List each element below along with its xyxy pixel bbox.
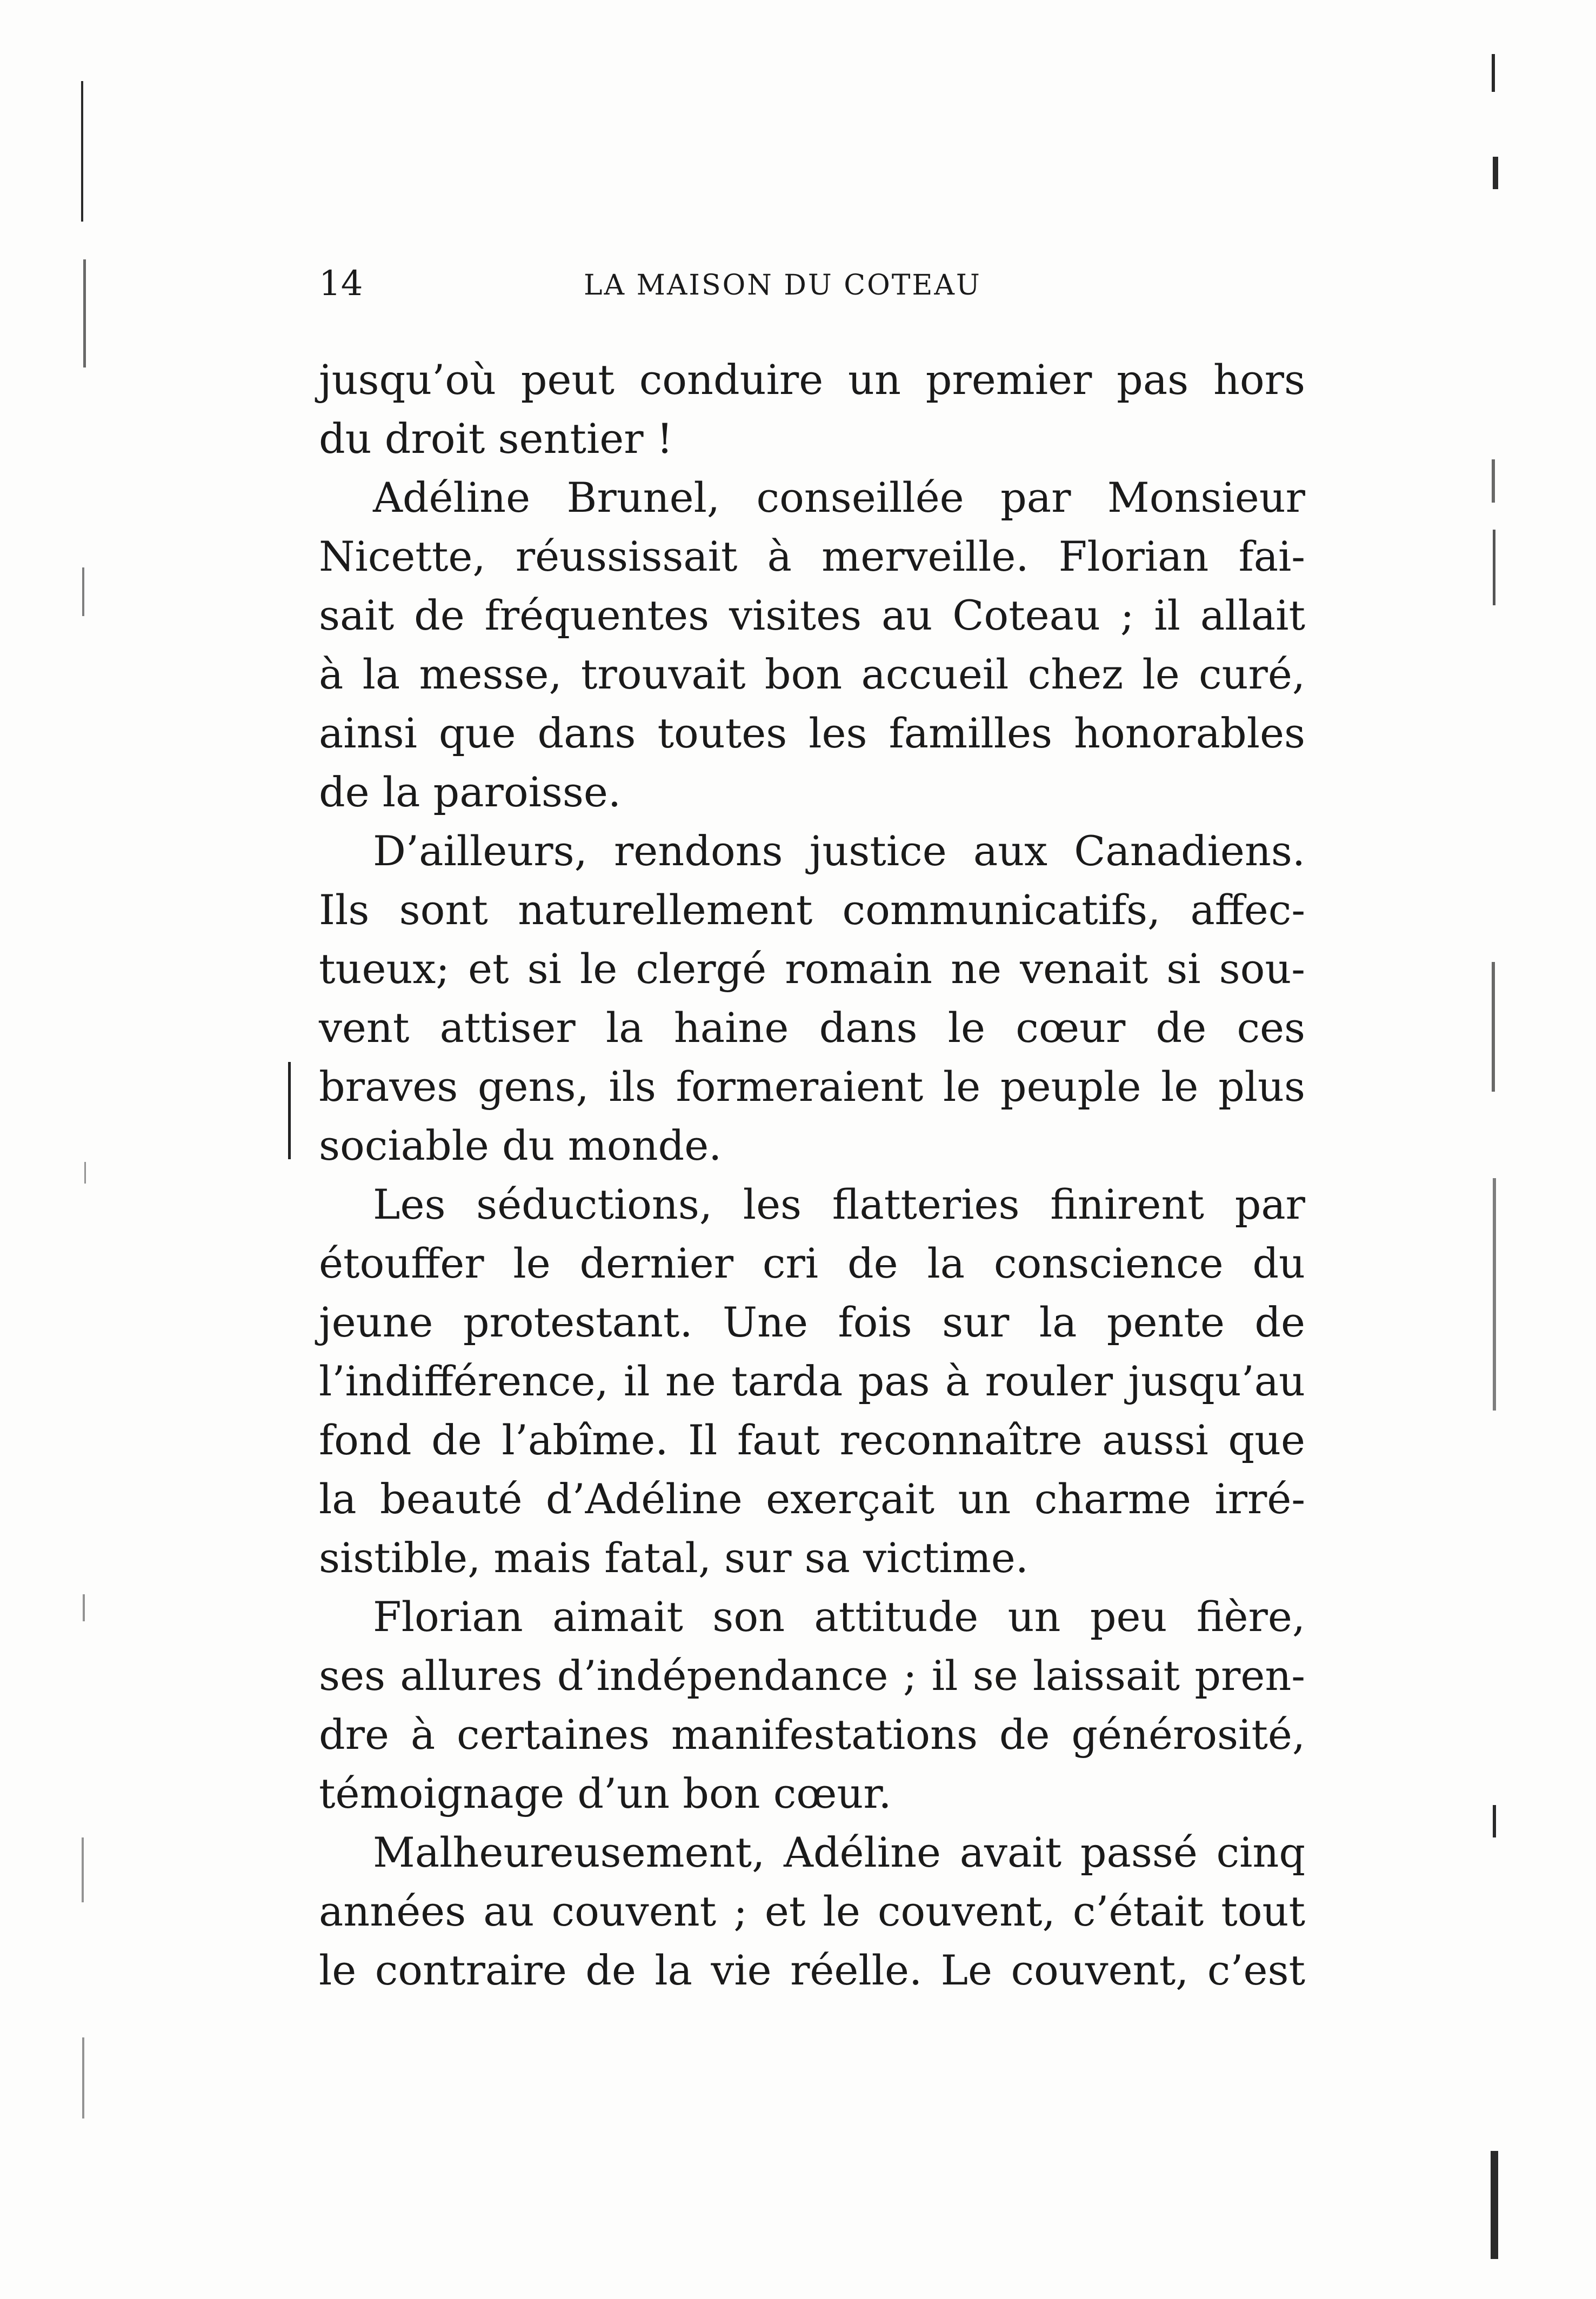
text-line: jusqu’où peut conduire un premier pas hors: [319, 356, 1305, 404]
text-line: à la messe, trouvait bon accueil chez le curé,: [319, 650, 1305, 698]
text-line: sait de fréquentes visites au Coteau ; il allait: [319, 591, 1305, 639]
text-line: sociable du monde.: [319, 1121, 722, 1169]
scan-edge-left: [76, 81, 97, 2189]
text-line: Nicette, réussissait à merveille. Florian fai-: [319, 532, 1305, 580]
text-line: l’indifférence, il ne tarda pas à rouler jusqu’au: [319, 1357, 1305, 1405]
page-number: 14: [319, 264, 363, 304]
text-line: le contraire de la vie réelle. Le couvent, c’est: [319, 1946, 1305, 1994]
text-line: Ils sont naturellement communicatifs, affec-: [319, 886, 1305, 934]
text-line: fond de l’abîme. Il faut reconnaître aussi que: [319, 1416, 1305, 1464]
text-line: ses allures d’indépendance ; il se laissait pren-: [319, 1652, 1305, 1700]
text-line: Adéline Brunel, conseillée par Monsieur: [373, 473, 1305, 522]
text-line: vent attiser la haine dans le cœur de ces: [319, 1004, 1305, 1052]
text-line: étouffer le dernier cri de la conscience du: [319, 1239, 1305, 1287]
text-line: braves gens, ils formeraient le peuple le plus: [319, 1062, 1305, 1111]
text-line: dre à certaines manifestations de générosité,: [319, 1710, 1305, 1759]
body-text: [319, 350, 1305, 2000]
text-line: années au couvent ; et le couvent, c’était tout: [319, 1887, 1305, 1935]
text-line: Les séductions, les flatteries finirent par: [373, 1180, 1305, 1228]
text-line: ainsi que dans toutes les familles honorables: [319, 709, 1305, 757]
text-line: la beauté d’Adéline exerçait un charme irré-: [319, 1475, 1305, 1523]
running-title: LA MAISON DU COTEAU: [584, 269, 981, 302]
text-line: jeune protestant. Une fois sur la pente de: [319, 1298, 1305, 1346]
text-line: Malheureusement, Adéline avait passé cinq: [373, 1828, 1305, 1876]
running-header: [319, 262, 1308, 311]
text-line: du droit sentier !: [319, 415, 673, 463]
text-line: sistible, mais fatal, sur sa victime.: [319, 1534, 1029, 1582]
scan-edge-right: [1481, 43, 1524, 2259]
text-line: tueux; et si le clergé romain ne venait si sou-: [319, 945, 1305, 993]
text-line: de la paroisse.: [319, 768, 622, 816]
text-line: D’ailleurs, rendons justice aux Canadiens.: [373, 827, 1305, 875]
text-line: témoignage d’un bon cœur.: [319, 1769, 892, 1817]
text-line: Florian aimait son attitude un peu fière,: [373, 1593, 1305, 1641]
margin-mark: [288, 1062, 291, 1159]
